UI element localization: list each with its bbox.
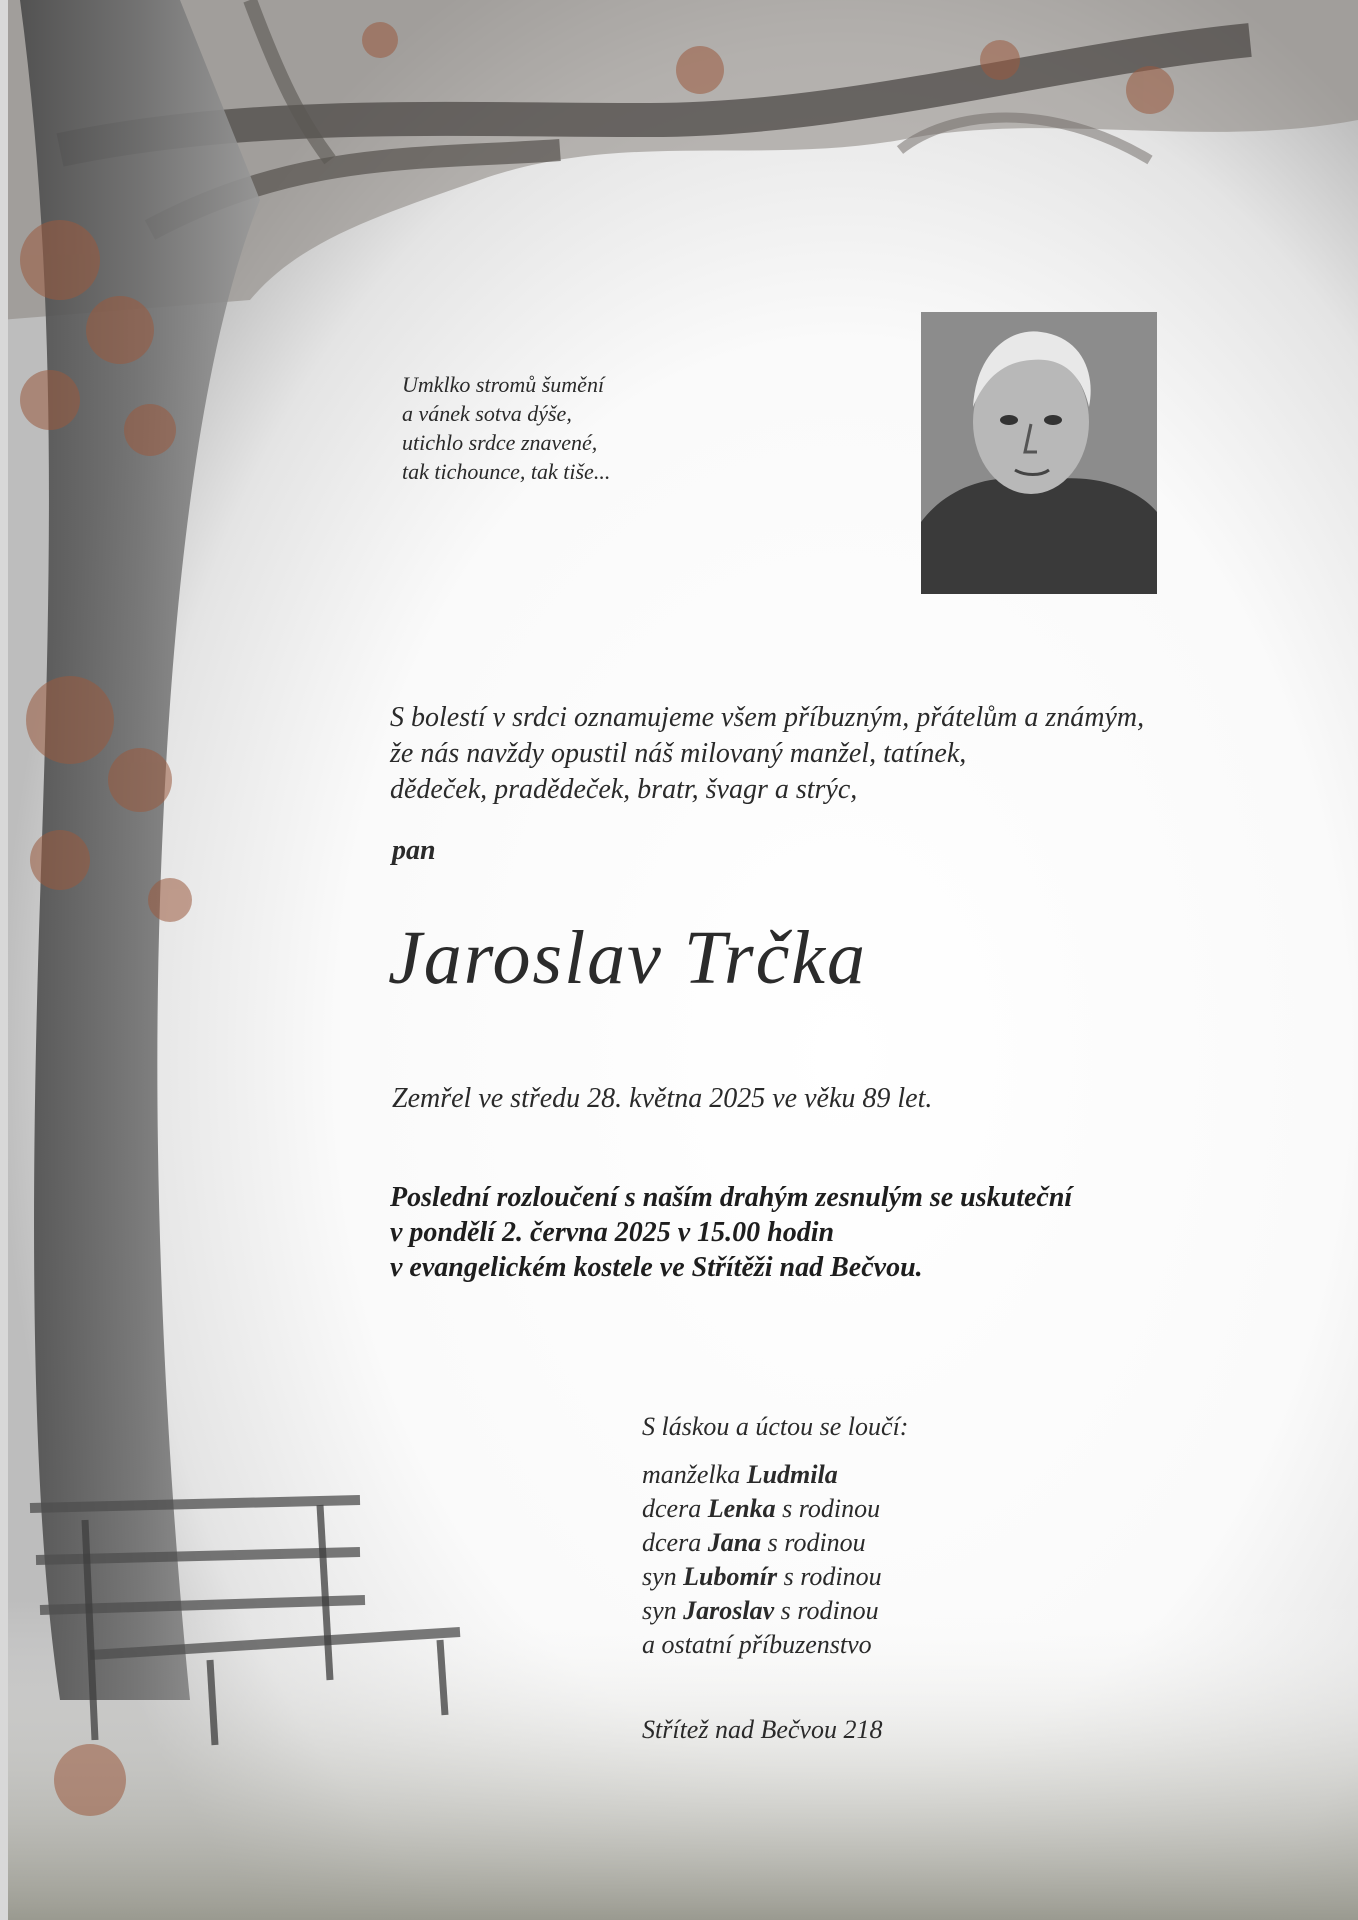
address: Střítež nad Bečvou 218 [642,1715,883,1744]
mourner-suffix: s rodinou [782,1494,881,1523]
funeral-line: v evangelickém kostele ve Střítěži nad Bečvou. [390,1252,923,1283]
mourner-line [642,1560,908,1594]
farewell-closing: a ostatní příbuzenstvo [642,1630,872,1659]
farewell-section [642,1410,908,1662]
announcement [390,700,1144,808]
poem-line: utichlo srdce znavené, [402,430,598,455]
mourner-line [642,1526,908,1560]
mourner-suffix: s rodinou [767,1528,866,1557]
mourner-relation: manželka [642,1460,741,1489]
announcement-line: S bolestí v srdci oznamujeme všem příbuzným, přátelům a známým, [390,702,1145,733]
announcement-line: že nás navždy opustil náš milovaný manžel, tatínek, [390,738,967,769]
deceased-name: Jaroslav Trčka [388,916,868,1000]
funeral-line: v pondělí 2. června 2025 v 15.00 hodin [390,1217,835,1248]
mourner-name: Jaroslav [683,1596,775,1625]
poem-line: a vánek sotva dýše, [402,401,572,426]
poem-line: tak tichounce, tak tiše... [402,459,611,484]
mourner-suffix: s rodinou [780,1596,879,1625]
mourner-line [642,1594,908,1628]
mourner-line [642,1492,908,1526]
title-word: pan [392,835,436,866]
mourner-relation: dcera [642,1494,702,1523]
mourner-name: Lubomír [683,1562,778,1591]
funeral-info [390,1180,1072,1285]
mourner-name: Lenka [707,1494,776,1523]
mourner-name: Jana [707,1528,762,1557]
portrait-photo [921,312,1157,594]
farewell-heading: S láskou a úctou se loučí: [642,1412,909,1441]
mourner-suffix: s rodinou [783,1562,882,1591]
mourner-line [642,1458,908,1492]
announcement-line: dědeček, pradědeček, bratr, švagr a strýc, [390,774,858,805]
mourner-name: Ludmila [746,1460,838,1489]
mourner-relation: syn [642,1562,677,1591]
poem [402,370,610,486]
mourner-relation: dcera [642,1528,702,1557]
death-notice: Zemřel ve středu 28. května 2025 ve věku 89 let. [392,1083,933,1114]
mourner-relation: syn [642,1596,677,1625]
funeral-line: Poslední rozloučení s naším drahým zesnulým se uskuteční [390,1182,1073,1213]
poem-line: Umklko stromů šumění [402,372,605,397]
